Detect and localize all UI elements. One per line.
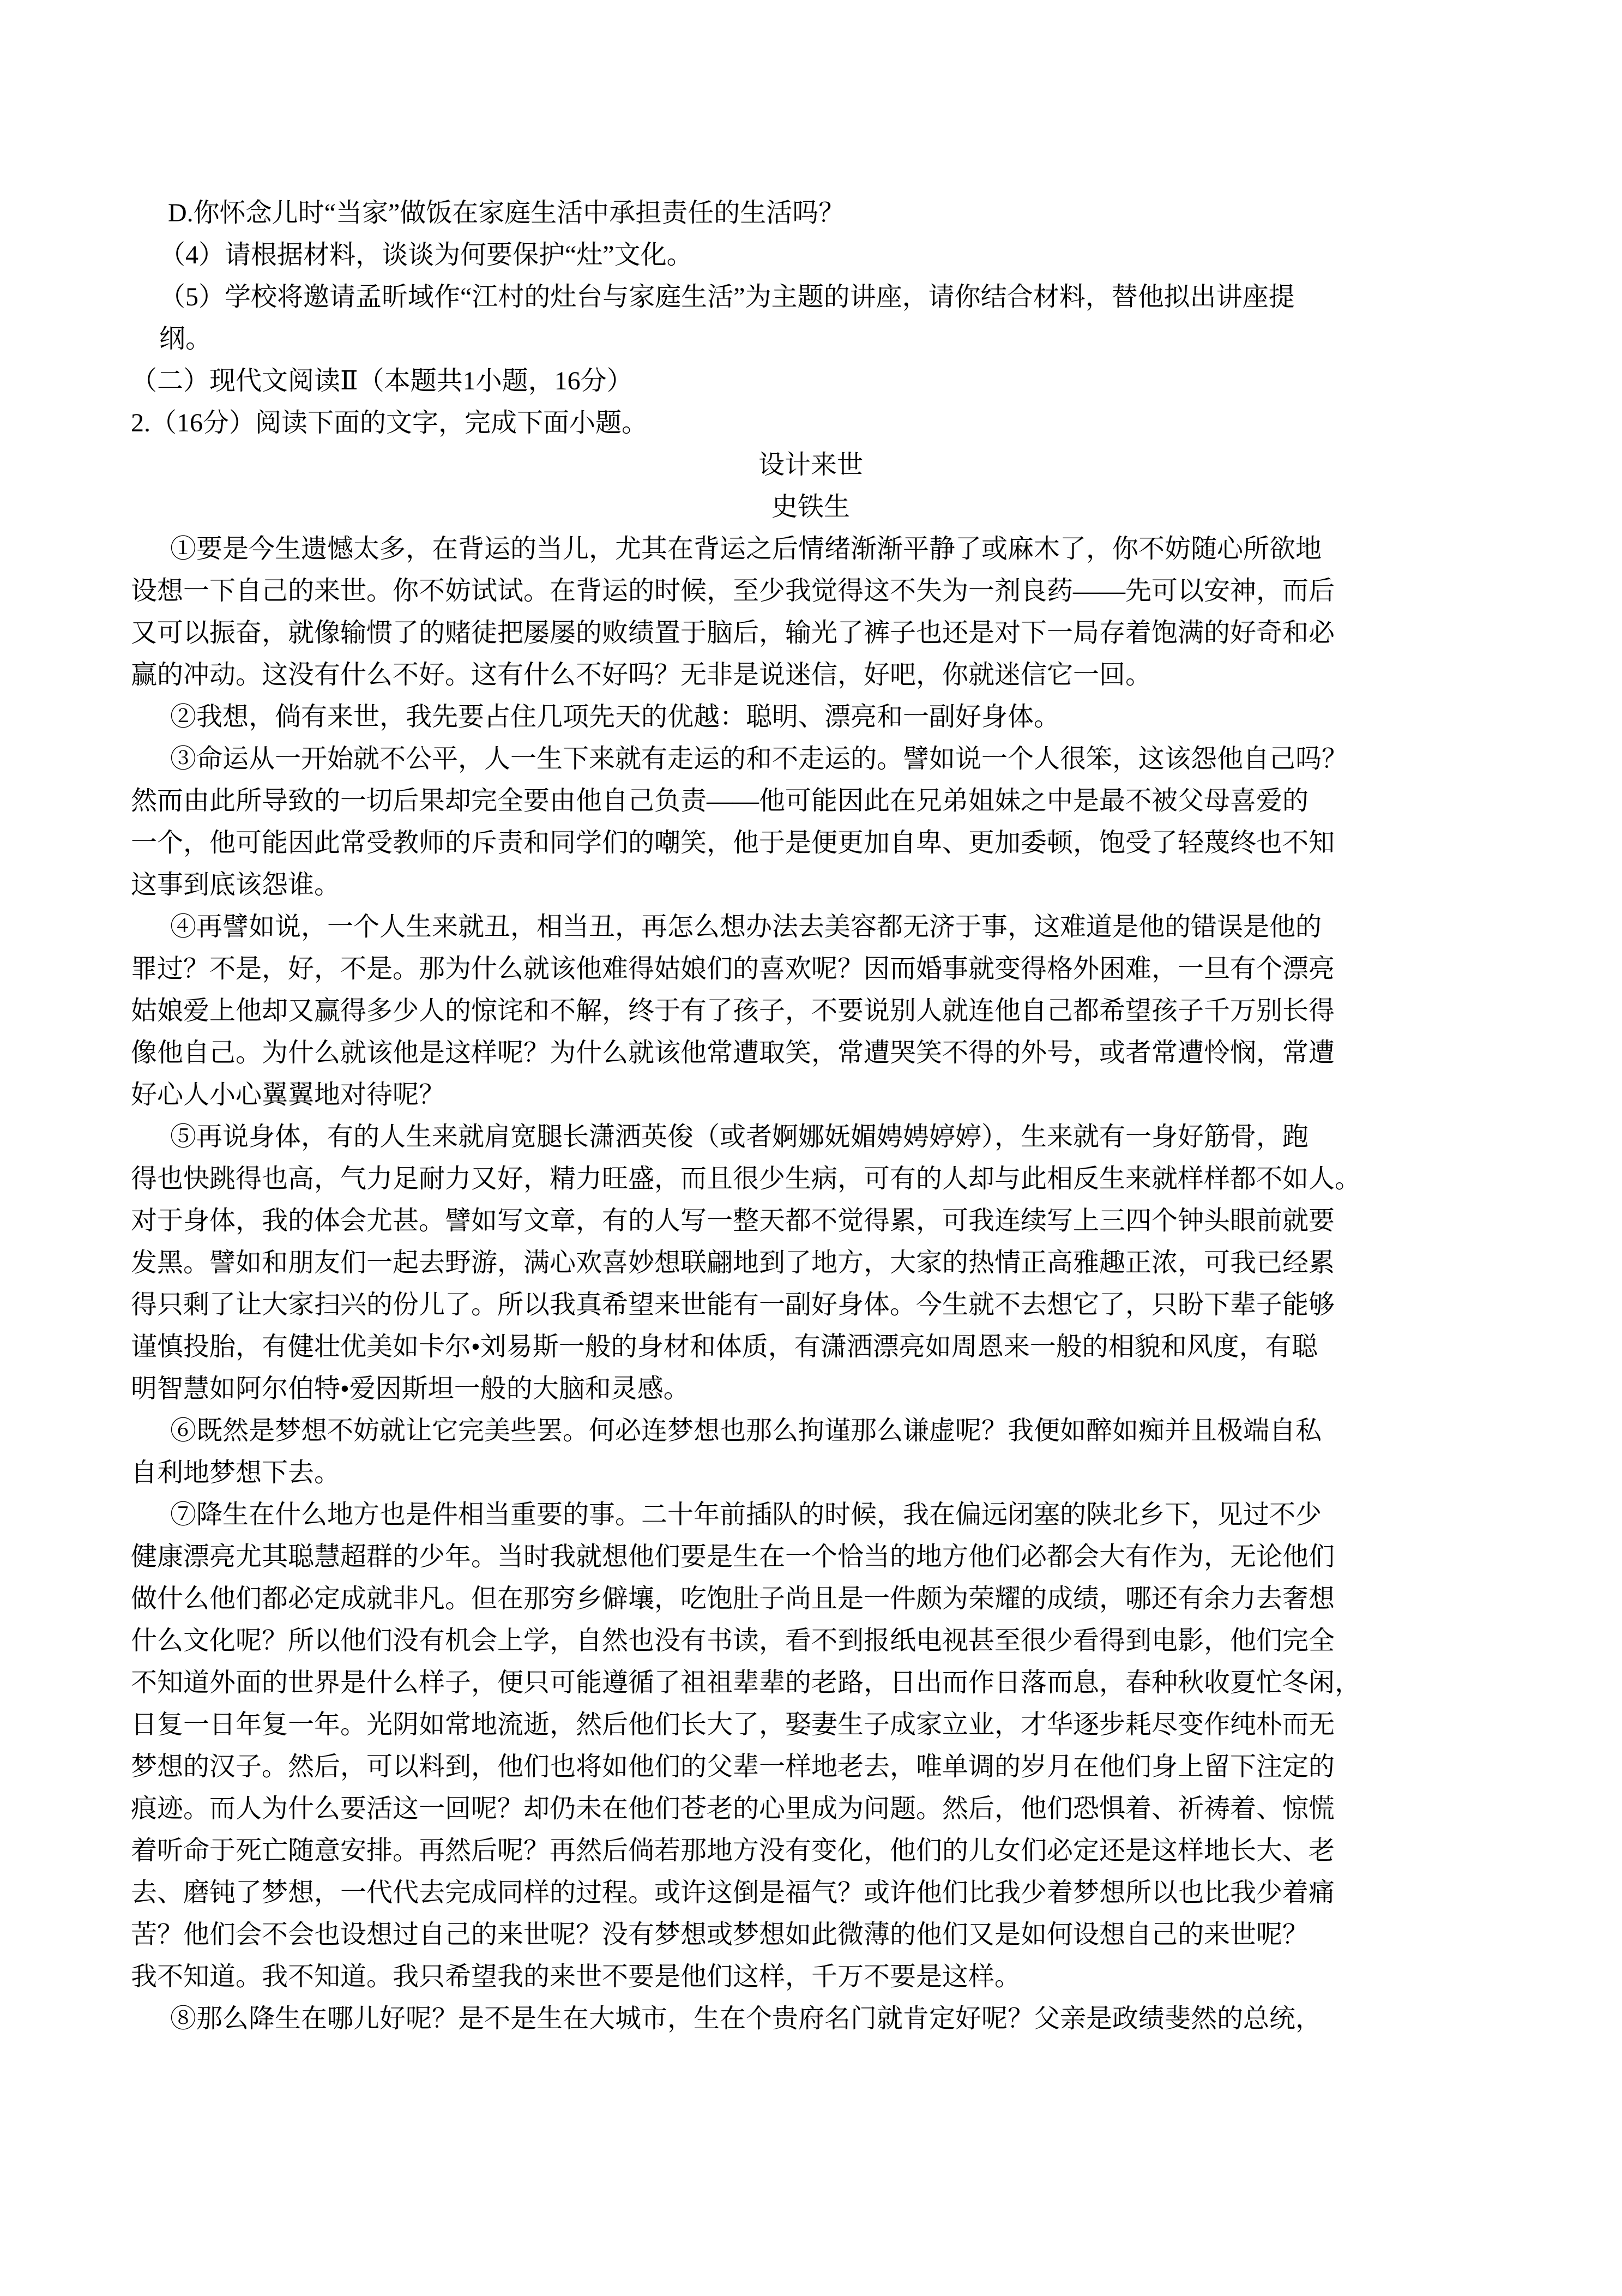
article-line: 好心人小心翼翼地对待呢？ [131, 1080, 445, 1109]
question-5-line1: （5）学校将邀请孟昕域作“江村的灶台与家庭生活”为主题的讲座，请你结合材料，替他拟出讲座提 [159, 283, 1295, 311]
article-line: 得也快跳得也高，气力足耐力又好，精力旺盛，而且很少生病，可有的人却与此相反生来就样样都不如人。 [131, 1164, 1361, 1193]
article-line: 不知道外面的世界是什么样子，便只可能遵循了祖祖辈辈的老路，日出而作日落而息，春种秋收夏忙冬闲， [131, 1668, 1361, 1697]
article-line: ①要是今生遗憾太多，在背运的当儿，尤其在背运之后情绪渐渐平静了或麻木了，你不妨随心所欲地 [170, 534, 1322, 563]
question-option-d: D.你怀念儿时“当家”做饭在家庭生活中承担责任的生活吗？ [168, 199, 845, 227]
article-line: 对于身体，我的体会尤甚。譬如写文章，有的人写一整天都不觉得累，可我连续写上三四个钟头眼前就要 [131, 1206, 1335, 1235]
article-line: 做什么他们都必定成就非凡。但在那穷乡僻壤，吃饱肚子尚且是一件颇为荣耀的成绩，哪还有余力去奢想 [131, 1584, 1335, 1613]
article-line: ⑧那么降生在哪儿好呢？是不是生在大城市，生在个贵府名门就肯定好呢？父亲是政绩斐然的总统， [170, 2004, 1322, 2033]
article-line: ⑤再说身体，有的人生来就肩宽腿长潇洒英俊（或者婀娜妩媚娉娉婷婷），生来就有一身好筋骨，跑 [170, 1122, 1309, 1151]
question-4: （4）请根据材料，谈谈为何要保护“灶”文化。 [159, 241, 693, 269]
article-line: 什么文化呢？所以他们没有机会上学，自然也没有书读，看不到报纸电视甚至很少看得到电影，他们完全 [131, 1626, 1335, 1655]
article-line: 日复一日年复一年。光阴如常地流逝，然后他们长大了，娶妻生子成家立业，才华逐步耗尽变作纯朴而无 [131, 1710, 1335, 1739]
article-line: 得只剩了让大家扫兴的份儿了。所以我真希望来世能有一副好身体。今生就不去想它了，只盼下辈子能够 [131, 1290, 1335, 1319]
article-line: 发黑。譬如和朋友们一起去野游，满心欢喜妙想联翩地到了地方，大家的热情正高雅趣正浓，可我已经累 [131, 1248, 1335, 1277]
question-2-intro: 2.（16分）阅读下面的文字，完成下面小题。 [131, 408, 648, 437]
article-line: 去、磨钝了梦想，一代代去完成同样的过程。或许这倒是福气？或许他们比我少着梦想所以也比我少着痛 [131, 1878, 1335, 1907]
article-line: 梦想的汉子。然后，可以料到，他们也将如他们的父辈一样地老去，唯单调的岁月在他们身上留下注定的 [131, 1752, 1335, 1781]
article-line: 着听命于死亡随意安排。再然后呢？再然后倘若那地方没有变化，他们的儿女们必定还是这样地长大、老 [131, 1836, 1335, 1865]
article-line: 又可以振奋，就像输惯了的赌徒把屡屡的败绩置于脑后，输光了裤子也还是对下一局存着饱满的好奇和必 [131, 618, 1335, 647]
article-line: 设想一下自己的来世。你不妨试试。在背运的时候，至少我觉得这不失为一剂良药——先可以安神，而后 [131, 576, 1335, 605]
article-line: 一个，他可能因此常受教师的斥责和同学们的嘲笑，他于是便更加自卑、更加委顿，饱受了轻蔑终也不知 [131, 828, 1335, 857]
text-content [131, 192, 1491, 2040]
article-line: ②我想，倘有来世，我先要占住几项先天的优越：聪明、漂亮和一副好身体。 [170, 702, 1060, 731]
article-line: ④再譬如说，一个人生来就丑，相当丑，再怎么想办法去美容都无济于事，这难道是他的错误是他的 [170, 912, 1322, 941]
article-line: 苦？他们会不会也设想过自己的来世呢？没有梦想或梦想如此微薄的他们又是如何设想自己的来世呢？ [131, 1920, 1309, 1949]
article-line: 姑娘爱上他却又赢得多少人的惊诧和不解，终于有了孩子，不要说别人就连他自己都希望孩子千万别长得 [131, 996, 1335, 1025]
article-line: ③命运从一开始就不公平，人一生下来就有走运的和不走运的。譬如说一个人很笨，这该怨他自己吗？ [170, 744, 1348, 773]
article-line: 然而由此所导致的一切后果却完全要由他自己负责——他可能因此在兄弟姐妹之中是最不被父母喜爱的 [131, 786, 1309, 815]
article-line: 痕迹。而人为什么要活这一回呢？却仍未在他们苍老的心里成为问题。然后，他们恐惧着、祈祷着、惊慌 [131, 1794, 1335, 1823]
article-title: 设计来世 [758, 450, 863, 479]
section-heading: （二）现代文阅读Ⅱ（本题共1小题，16分） [131, 366, 633, 395]
article-author: 史铁生 [771, 492, 850, 521]
article-line: 健康漂亮尤其聪慧超群的少年。当时我就想他们要是生在一个恰当的地方他们必都会大有作为，无论他们 [131, 1542, 1335, 1571]
question-5-line2: 纲。 [159, 324, 212, 353]
article-line: 我不知道。我不知道。我只希望我的来世不要是他们这样，千万不要是这样。 [131, 1962, 1021, 1991]
article-line: ⑦降生在什么地方也是件相当重要的事。二十年前插队的时候，我在偏远闭塞的陕北乡下，见过不少 [170, 1500, 1322, 1529]
article-line: 像他自己。为什么就该他是这样呢？为什么就该他常遭取笑，常遭哭笑不得的外号，或者常遭怜悯，常遭 [131, 1038, 1335, 1067]
article-line: 明智慧如阿尔伯特•爱因斯坦一般的大脑和灵感。 [131, 1374, 690, 1403]
article-line: 罪过？不是，好，不是。那为什么就该他难得姑娘们的喜欢呢？因而婚事就变得格外困难，一旦有个漂亮 [131, 954, 1335, 983]
article-line: 谨慎投胎，有健壮优美如卡尔•刘易斯一般的身材和体质，有潇洒漂亮如周恩来一般的相貌和风度，有聪 [131, 1332, 1318, 1361]
article-line: 赢的冲动。这没有什么不好。这有什么不好吗？无非是说迷信，好吧，你就迷信它一回。 [131, 660, 1152, 689]
article-line: 自利地梦想下去。 [131, 1458, 341, 1487]
article-line: ⑥既然是梦想不妨就让它完美些罢。何必连梦想也那么拘谨那么谦虚呢？我便如醉如痴并且极端自私 [170, 1416, 1322, 1445]
article-line: 这事到底该怨谁。 [131, 870, 341, 899]
